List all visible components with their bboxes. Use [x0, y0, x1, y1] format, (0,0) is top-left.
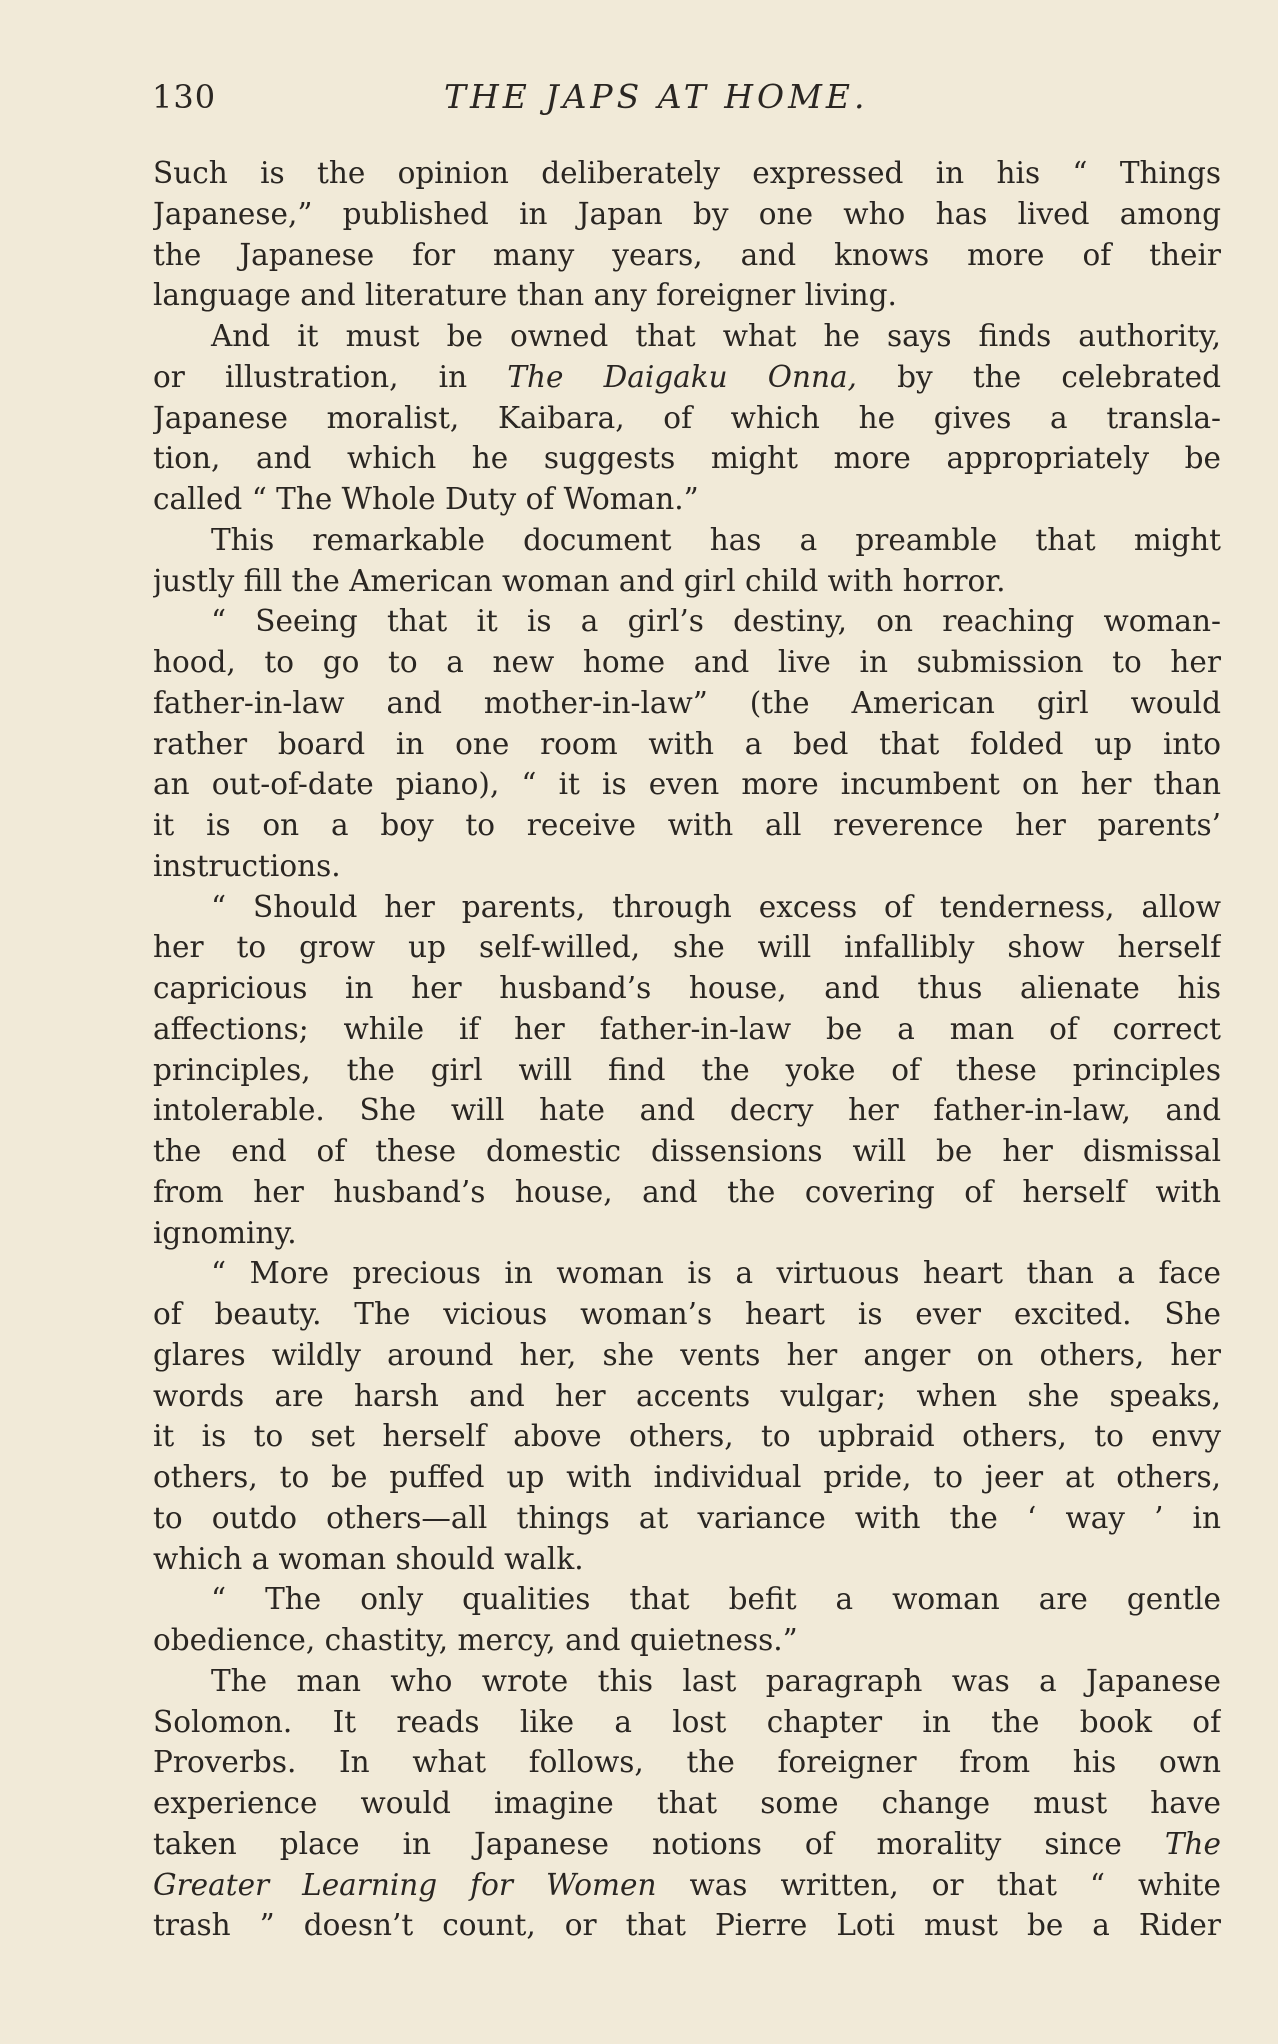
text-line: principles, the girl will find the yoke of these principles [153, 1052, 1221, 1087]
text-line: her to grow up self-willed, she will infallibly show herself [153, 930, 1221, 965]
text-line: an out-of-date piano), “ it is even more incumbent on her than [153, 767, 1221, 802]
text-line: instructions. [153, 848, 341, 883]
running-title: THE JAPS AT HOME. [444, 77, 869, 116]
text-line: Proverbs. In what follows, the foreigner from his own [153, 1745, 1221, 1780]
text-line: Japanese moralist, Kaibara, of which he gives a transla- [153, 400, 1221, 435]
text-line: obedience, chastity, mercy, and quietness.” [153, 1623, 798, 1657]
text-line: “ Should her parents, through excess of tenderness, allow [211, 889, 1221, 924]
text-line: “ Seeing that it is a girl’s destiny, on reaching woman- [211, 604, 1221, 639]
text-line: glares wildly around her, she vents her anger on others, her [153, 1337, 1221, 1372]
text-line: ignominy. [153, 1215, 297, 1250]
text-line: language and literature than any foreigner living. [153, 278, 897, 313]
text-line: tion, and which he suggests might more appropriately be [153, 441, 1221, 476]
text-line: others, to be puffed up with individual pride, to jeer at others, [153, 1460, 1221, 1494]
text-line: “ The only qualities that befit a woman are gentle [211, 1582, 1221, 1617]
text-span: was written, or that “ white [689, 1867, 1221, 1902]
text-line: called “ The Whole Duty of Woman.” [153, 482, 699, 516]
text-line: affections; while if her father-in-law be a man of correct [153, 1011, 1221, 1046]
text-line: And it must be owned that what he says finds authority, [211, 319, 1221, 353]
page-number: 130 [152, 78, 217, 116]
book-title: The [1164, 1826, 1221, 1861]
text-line: to outdo others—all things at variance with the ‘ way ’ in [153, 1500, 1221, 1535]
text-line: The man who wrote this last paragraph was a Japanese [211, 1663, 1221, 1698]
text-line: Japanese,” published in Japan by one who has lived among [153, 196, 1221, 231]
text-line: of beauty. The vicious woman’s heart is ever excited. She [153, 1297, 1221, 1331]
text-line: father-in-law and mother-in-law” (the American girl would [153, 685, 1221, 720]
text-line [153, 1824, 1221, 1865]
book-title: The Daigaku Onna, [507, 359, 857, 394]
text-line: Such is the opinion deliberately expressed in his “ Things [153, 156, 1221, 190]
text-line: it is on a boy to receive with all reverence her parents’ [153, 808, 1221, 842]
text-line [153, 1865, 1221, 1906]
text-line: capricious in her husband’s house, and thus alienate his [153, 971, 1221, 1005]
body-text [153, 153, 1221, 1946]
page-header [152, 72, 1218, 122]
text-line: it is to set herself above others, to upbraid others, to envy [153, 1419, 1221, 1454]
text-line: “ More precious in woman is a virtuous heart than a face [211, 1256, 1221, 1291]
text-span: by the celebrated [897, 359, 1221, 394]
text-line: rather board in one room with a bed that folded up into [153, 726, 1221, 761]
text-line: words are harsh and her accents vulgar; when she speaks, [153, 1378, 1221, 1413]
text-line: intolerable. She will hate and decry her father-in-law, and [153, 1093, 1221, 1128]
text-line: the Japanese for many years, and knows more of their [153, 237, 1221, 272]
text-line: hood, to go to a new home and live in submission to her [153, 645, 1221, 679]
text-line: This remarkable document has a preamble that might [211, 522, 1221, 557]
text-line: experience would imagine that some change must have [153, 1786, 1221, 1820]
text-line: Solomon. It reads like a lost chapter in the book of [153, 1704, 1221, 1739]
text-line: which a woman should walk. [153, 1541, 584, 1576]
text-span: or illustration, in [153, 359, 468, 394]
text-span: taken place in Japanese notions of morality since [153, 1826, 1122, 1861]
text-line: trash ” doesn’t count, or that Pierre Loti must be a Rider [153, 1908, 1221, 1943]
book-title: Greater Learning for Women [153, 1867, 657, 1902]
text-line: the end of these domestic dissensions will be her dismissal [153, 1134, 1221, 1168]
text-line: justly fill the American woman and girl child with horror. [153, 563, 1006, 598]
text-line: from her husband’s house, and the covering of herself with [153, 1174, 1221, 1209]
text-line [153, 357, 1221, 398]
